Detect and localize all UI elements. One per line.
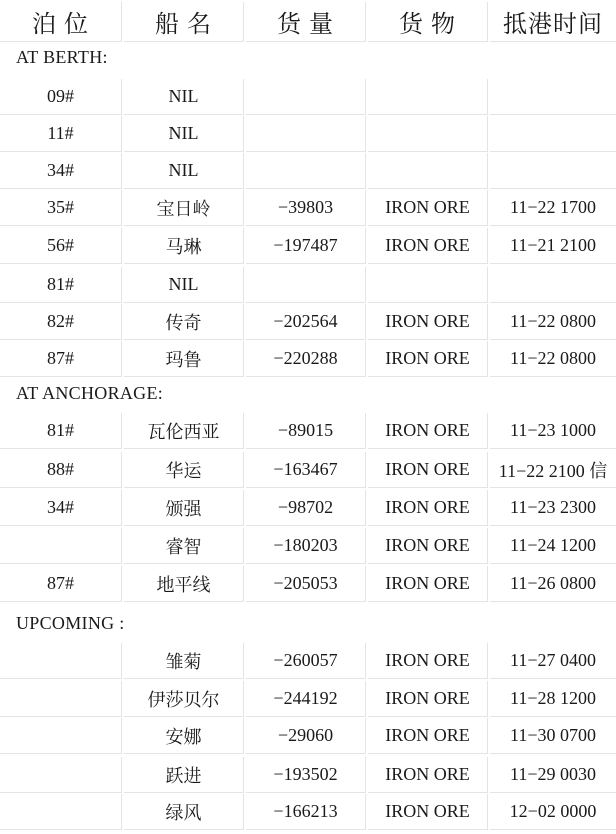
cargo-cell: IRON ORE bbox=[368, 681, 488, 717]
ship-name-cell: 跃进 bbox=[124, 757, 244, 793]
cargo-cell: IRON ORE bbox=[368, 757, 488, 793]
eta-cell bbox=[490, 116, 616, 152]
ship-name-cell: 传奇 bbox=[124, 304, 244, 340]
ship-name-cell: 地平线 bbox=[124, 566, 244, 602]
ship-name-cell: 绿风 bbox=[124, 794, 244, 830]
cargo-cell: IRON ORE bbox=[368, 490, 488, 526]
table-row bbox=[0, 116, 616, 152]
table-row bbox=[0, 452, 616, 488]
ship-name-cell: 雏菊 bbox=[124, 643, 244, 679]
header-berth: 泊 位 bbox=[0, 2, 122, 42]
table-row bbox=[0, 190, 616, 226]
section-label: AT ANCHORAGE: bbox=[16, 382, 164, 403]
berth-cell bbox=[0, 643, 122, 679]
section-label: UPCOMING : bbox=[16, 612, 125, 633]
table-row bbox=[0, 643, 616, 679]
quantity-cell: −202564 bbox=[246, 304, 366, 340]
table-row bbox=[0, 528, 616, 564]
section-header-row bbox=[0, 39, 616, 75]
cargo-cell: IRON ORE bbox=[368, 794, 488, 830]
table-row bbox=[0, 267, 616, 303]
table-row bbox=[0, 341, 616, 377]
ship-name-cell: 宝日岭 bbox=[124, 190, 244, 226]
quantity-cell: −220288 bbox=[246, 341, 366, 377]
table-row bbox=[0, 79, 616, 115]
quantity-cell: −98702 bbox=[246, 490, 366, 526]
eta-cell: 11−27 0400 bbox=[490, 643, 616, 679]
ship-name-cell: NIL bbox=[124, 79, 244, 115]
berth-cell: 56# bbox=[0, 228, 122, 264]
eta-cell: 11−22 0800 bbox=[490, 304, 616, 340]
quantity-cell: −39803 bbox=[246, 190, 366, 226]
quantity-cell: −244192 bbox=[246, 681, 366, 717]
berth-cell: 87# bbox=[0, 341, 122, 377]
section-header-row bbox=[0, 605, 616, 641]
eta-cell: 11−23 2300 bbox=[490, 490, 616, 526]
eta-cell: 11−26 0800 bbox=[490, 566, 616, 602]
eta-cell: 12−02 0000 bbox=[490, 794, 616, 830]
berth-cell bbox=[0, 757, 122, 793]
cargo-cell bbox=[368, 79, 488, 115]
berth-cell: 81# bbox=[0, 267, 122, 303]
ship-name-cell: 玛鲁 bbox=[124, 341, 244, 377]
table-row bbox=[0, 794, 616, 830]
eta-cell: 11−23 1000 bbox=[490, 413, 616, 449]
eta-cell: 11−29 0030 bbox=[490, 757, 616, 793]
quantity-cell: −205053 bbox=[246, 566, 366, 602]
cargo-cell: IRON ORE bbox=[368, 566, 488, 602]
table-row bbox=[0, 757, 616, 793]
table-row bbox=[0, 153, 616, 189]
quantity-cell: −166213 bbox=[246, 794, 366, 830]
ship-name-cell: NIL bbox=[124, 153, 244, 189]
quantity-cell: −180203 bbox=[246, 528, 366, 564]
quantity-cell: −260057 bbox=[246, 643, 366, 679]
berth-cell: 81# bbox=[0, 413, 122, 449]
table-row bbox=[0, 228, 616, 264]
ship-name-cell: 睿智 bbox=[124, 528, 244, 564]
cargo-cell: IRON ORE bbox=[368, 190, 488, 226]
ship-name-cell: 华运 bbox=[124, 452, 244, 488]
quantity-cell: −163467 bbox=[246, 452, 366, 488]
cargo-cell bbox=[368, 153, 488, 189]
cargo-cell bbox=[368, 116, 488, 152]
quantity-cell: −89015 bbox=[246, 413, 366, 449]
table-row bbox=[0, 304, 616, 340]
quantity-cell bbox=[246, 153, 366, 189]
cargo-cell: IRON ORE bbox=[368, 528, 488, 564]
eta-cell: 11−30 0700 bbox=[490, 718, 616, 754]
berth-cell bbox=[0, 528, 122, 564]
quantity-cell: −29060 bbox=[246, 718, 366, 754]
header-quantity: 货 量 bbox=[246, 2, 366, 42]
ship-name-cell: NIL bbox=[124, 267, 244, 303]
eta-cell: 11−22 1700 bbox=[490, 190, 616, 226]
quantity-cell: −193502 bbox=[246, 757, 366, 793]
header-eta: 抵港时间 bbox=[490, 2, 616, 42]
cargo-cell: IRON ORE bbox=[368, 718, 488, 754]
cargo-cell: IRON ORE bbox=[368, 341, 488, 377]
cargo-cell: IRON ORE bbox=[368, 643, 488, 679]
berth-cell bbox=[0, 681, 122, 717]
section-label: AT BERTH: bbox=[16, 46, 108, 67]
header-row bbox=[0, 2, 616, 42]
cargo-cell: IRON ORE bbox=[368, 304, 488, 340]
ship-name-cell: 瓦伦西亚 bbox=[124, 413, 244, 449]
eta-cell: 11−21 2100 bbox=[490, 228, 616, 264]
quantity-cell bbox=[246, 116, 366, 152]
berth-cell bbox=[0, 718, 122, 754]
eta-cell: 11−24 1200 bbox=[490, 528, 616, 564]
eta-cell bbox=[490, 79, 616, 115]
berth-cell: 82# bbox=[0, 304, 122, 340]
berth-cell: 34# bbox=[0, 490, 122, 526]
section-header-row bbox=[0, 375, 616, 411]
quantity-cell: −197487 bbox=[246, 228, 366, 264]
eta-cell: 11−28 1200 bbox=[490, 681, 616, 717]
eta-cell bbox=[490, 153, 616, 189]
eta-cell: 11−22 0800 bbox=[490, 341, 616, 377]
cargo-cell bbox=[368, 267, 488, 303]
quantity-cell bbox=[246, 79, 366, 115]
table-row bbox=[0, 718, 616, 754]
table-row bbox=[0, 566, 616, 602]
cargo-cell: IRON ORE bbox=[368, 413, 488, 449]
ship-name-cell: 安娜 bbox=[124, 718, 244, 754]
table-row bbox=[0, 490, 616, 526]
berth-cell: 87# bbox=[0, 566, 122, 602]
eta-cell bbox=[490, 267, 616, 303]
ship-name-cell: 马琳 bbox=[124, 228, 244, 264]
berth-cell: 11# bbox=[0, 116, 122, 152]
header-ship: 船 名 bbox=[124, 2, 244, 42]
table-row bbox=[0, 681, 616, 717]
berth-cell: 34# bbox=[0, 153, 122, 189]
berth-cell: 35# bbox=[0, 190, 122, 226]
berth-cell: 88# bbox=[0, 452, 122, 488]
ship-name-cell: NIL bbox=[124, 116, 244, 152]
ship-name-cell: 颁强 bbox=[124, 490, 244, 526]
quantity-cell bbox=[246, 267, 366, 303]
table-row bbox=[0, 413, 616, 449]
berth-cell: 09# bbox=[0, 79, 122, 115]
cargo-cell: IRON ORE bbox=[368, 452, 488, 488]
ship-name-cell: 伊莎贝尔 bbox=[124, 681, 244, 717]
header-cargo: 货 物 bbox=[368, 2, 488, 42]
eta-cell: 11−22 2100 信 bbox=[490, 452, 616, 488]
berth-cell bbox=[0, 794, 122, 830]
cargo-cell: IRON ORE bbox=[368, 228, 488, 264]
